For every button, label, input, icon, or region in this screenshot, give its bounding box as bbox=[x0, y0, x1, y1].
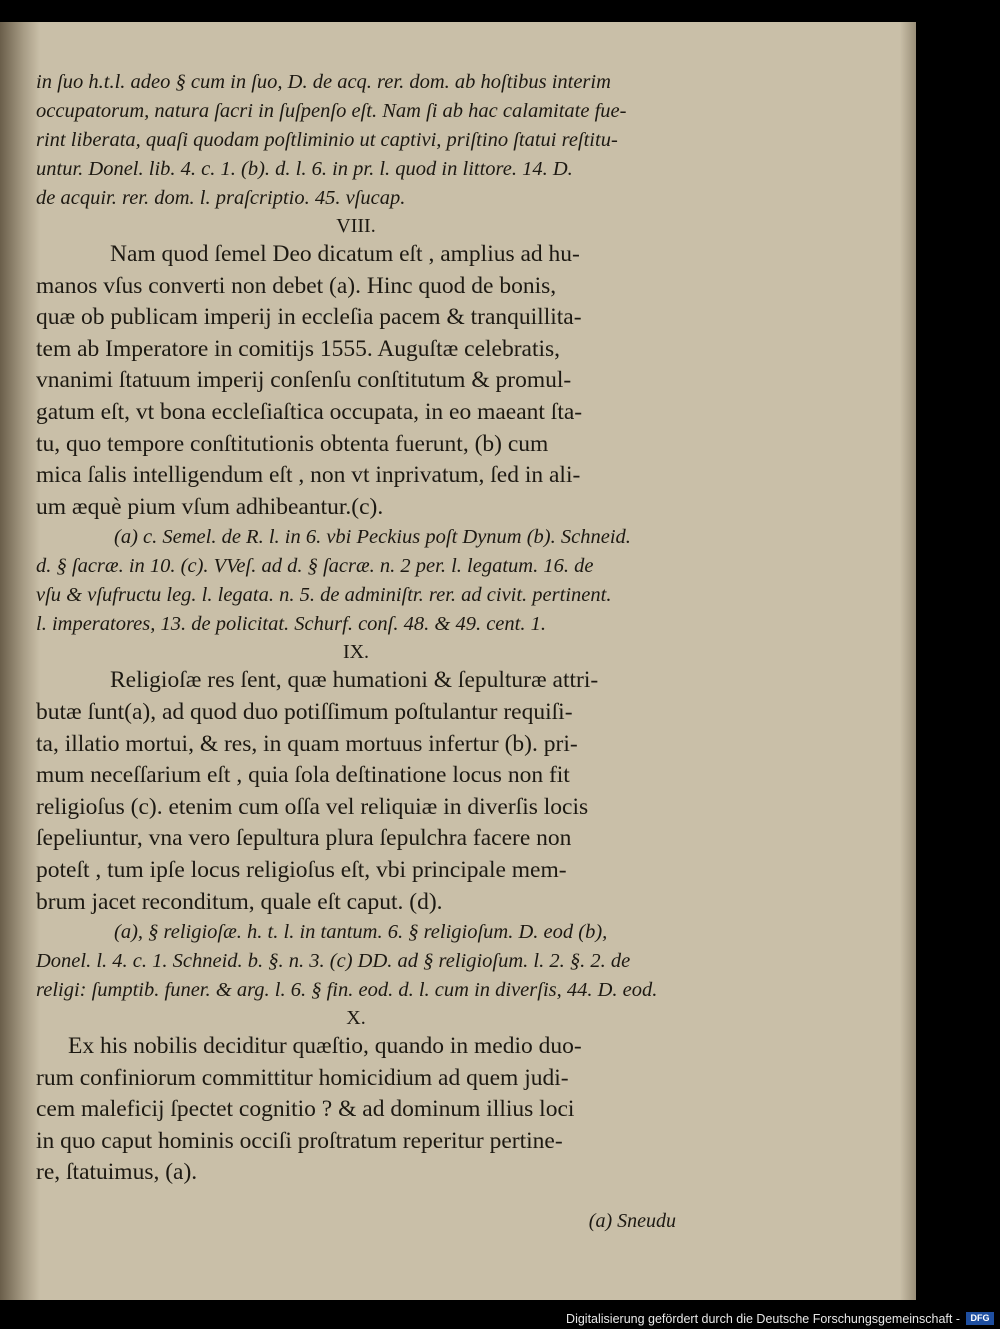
footnote-line: occupatorum, natura ſacri in ſuſpenſo eſt. Nam ſi ab hac calamitate fue- bbox=[36, 100, 627, 122]
body-line: manos vſus converti non debet (a). Hinc quod de bonis, bbox=[36, 272, 557, 299]
footnote-line: vſu & vſufructu leg. l. legata. n. 5. de adminiſtr. rer. ad civit. pertinent. bbox=[36, 584, 612, 607]
footnote-line: untur. Donel. lib. 4. c. 1. (b). d. l. 6. in pr. l. quod in littore. 14. D. bbox=[36, 158, 573, 180]
body-line: gatum eſt, vt bona eccleſiaſtica occupata, in eo maeant ſta- bbox=[36, 398, 583, 425]
body-line: ſepeliuntur, vna vero ſepultura plura ſepulchra facere non bbox=[36, 825, 572, 852]
section-number: IX. bbox=[342, 641, 370, 664]
footnote-line: Donel. l. 4. c. 1. Schneid. b. §. n. 3. (c) DD. ad § religioſum. l. 2. §. 2. de bbox=[36, 950, 631, 973]
body-line: religioſus (c). etenim cum oſſa vel reliquiæ in diverſis locis bbox=[36, 793, 589, 820]
body-line: mum neceſſarium eſt , quia ſola deſtinatione locus non fit bbox=[36, 762, 570, 789]
footnote-line: rint liberata, quaſi quodam poſtliminio ut captivi, priſtino ſtatui reſtitu- bbox=[36, 129, 618, 151]
body-line: mica ſalis intelligendum eſt , non vt inprivatum, ſed in ali- bbox=[36, 462, 581, 489]
dfg-logo: DFG bbox=[966, 1312, 994, 1325]
footnote-line: (a) c. Semel. de R. l. in 6. vbi Peckius poſt Dynum (b). Schneid. bbox=[114, 526, 631, 549]
footer-credit: Digitalisierung gefördert durch die Deutsche Forschungsgemeinschaft - bbox=[566, 1312, 960, 1326]
body-line: rum confiniorum committitur homicidium ad quem judi- bbox=[36, 1064, 569, 1091]
footer-bar bbox=[0, 1300, 1000, 1329]
body-line: quæ ob publicam imperij in eccleſia pacem & tranquillita- bbox=[36, 304, 582, 331]
footnote-line: d. § ſacræ. in 10. (c). VVeſ. ad d. § ſacræ. n. 2 per. l. legatum. 16. de bbox=[36, 555, 594, 578]
footnote-line: (a), § religioſæ. h. t. l. in tantum. 6. § religioſum. D. eod (b), bbox=[114, 921, 608, 944]
body-line: poteſt , tum ipſe locus religioſus eſt, vbi principale mem- bbox=[36, 856, 567, 883]
body-line: butæ ſunt(a), ad quod duo potiſſimum poſtulantur requiſi- bbox=[36, 698, 573, 725]
body-line: in quo caput hominis occiſi proſtratum reperitur pertine- bbox=[36, 1127, 563, 1154]
body-line: Ex his nobilis deciditur quæſtio, quando in medio duo- bbox=[68, 1033, 582, 1060]
body-line: tem ab Imperatore in comitijs 1555. Auguſtæ celebratis, bbox=[36, 335, 561, 362]
footnote-line: in ſuo h.t.l. adeo § cum in ſuo, D. de acq. rer. dom. ab hoſtibus interim bbox=[36, 71, 611, 93]
body-line: brum jacet reconditum, quale eſt caput. (d). bbox=[36, 888, 443, 915]
body-line: Nam quod ſemel Deo dicatum eſt , amplius ad hu- bbox=[110, 241, 580, 267]
footnote-line: l. imperatores, 13. de policitat. Schurf. conſ. 48. & 49. cent. 1. bbox=[36, 613, 546, 636]
body-line: Religioſæ res ſent, quæ humationi & ſepulturæ attri- bbox=[110, 667, 599, 694]
body-line: re, ſtatuimus, (a). bbox=[36, 1159, 198, 1186]
section-number: X. bbox=[346, 1007, 366, 1030]
body-line: um æquè pium vſum adhibeantur.(c). bbox=[36, 493, 384, 520]
footnote-line: religi: ſumptib. funer. & arg. l. 6. § fin. eod. d. l. cum in diverſis, 44. D. eod. bbox=[36, 979, 658, 1002]
body-line: ta, illatio mortui, & res, in quam mortuus infertur (b). pri- bbox=[36, 730, 578, 757]
page-text bbox=[36, 68, 676, 1235]
section-number: VIII. bbox=[336, 215, 376, 237]
page-gutter-shadow bbox=[0, 22, 40, 1300]
footnote-line: de acquir. rer. dom. l. praſcriptio. 45. vſucap. bbox=[36, 187, 406, 209]
body-line: vnanimi ſtatuum imperij conſenſu conſtitutum & promul- bbox=[36, 367, 572, 394]
body-line: tu, quo tempore conſtitutionis obtenta fuerunt, (b) cum bbox=[36, 430, 549, 457]
catchword: (a) Sneudu bbox=[588, 1210, 676, 1233]
page-edge bbox=[900, 22, 916, 1300]
body-line: cem maleficij ſpectet cognitio ? & ad dominum illius loci bbox=[36, 1096, 575, 1123]
text-lines bbox=[36, 68, 676, 1189]
